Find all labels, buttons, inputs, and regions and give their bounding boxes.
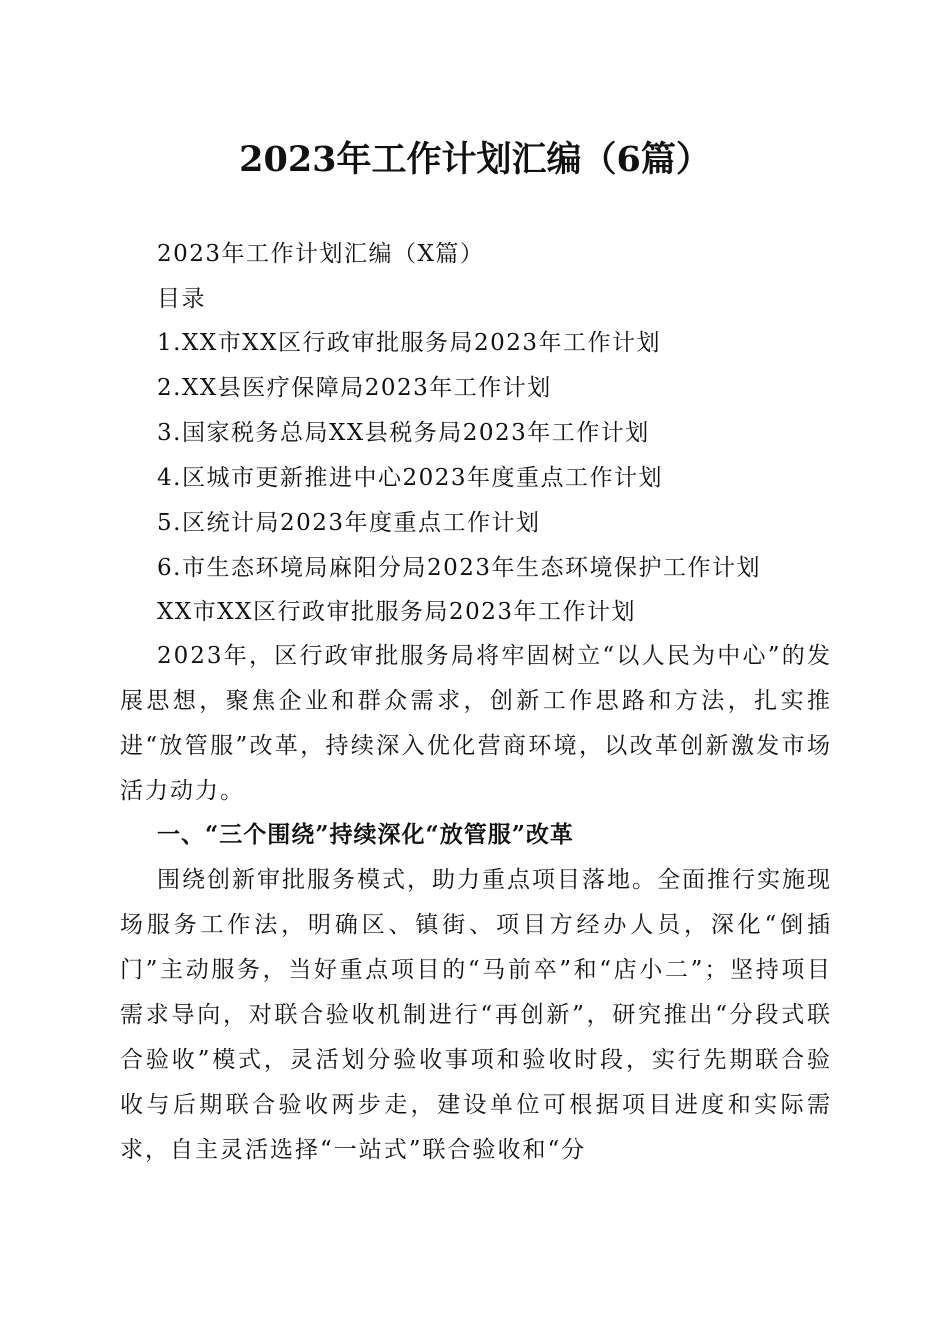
subtitle: 2023年工作计划汇编（X篇） — [157, 241, 485, 267]
toc-item: 1.XX市XX区行政审批服务局2023年工作计划 — [157, 330, 661, 356]
toc-heading: 目录 — [157, 286, 206, 312]
intro-paragraph: 2023年，区行政审批服务局将牢固树立“以人民为中心”的发展思想，聚焦企业和群众需求，创新工作思路和方法，扎实推进“放管服”改革，持续深入优化营商环境，以改革创新激发市场活力动力。 — [120, 643, 832, 804]
toc-item: 6.市生态环境局麻阳分局2023年生态环境保护工作计划 — [157, 555, 761, 581]
section-paragraph: 围绕创新审批服务模式，助力重点项目落地。全面推行实施现场服务工作法，明确区、镇街、项目方经办人员，深化“倒插门”主动服务，当好重点项目的“马前卒”和“店小二”；坚持项目需求导向，对联合验收机制进行“再创新”，研究推出“分段式联合验收”模式，灵活划分验收事项和验收时段，实行先期联合验收与后期联合验收两步走，建设单位可根据项目进度和实际需求，自主灵活选择“一站式”联合验收和“分 — [120, 867, 832, 1163]
section-heading: 一、“三个围绕”持续深化“放管服”改革 — [157, 821, 574, 848]
toc-item: 3.国家税务总局XX县税务局2023年工作计划 — [157, 420, 650, 446]
document-title: 2023年工作计划汇编（6篇） — [239, 139, 711, 180]
toc-item: 2.XX县医疗保障局2023年工作计划 — [157, 375, 552, 401]
toc-item: 4.区城市更新推进中心2023年度重点工作计划 — [157, 465, 663, 491]
toc-item: 5.区统计局2023年度重点工作计划 — [157, 510, 541, 536]
article-title: XX市XX区行政审批服务局2023年工作计划 — [157, 599, 637, 625]
